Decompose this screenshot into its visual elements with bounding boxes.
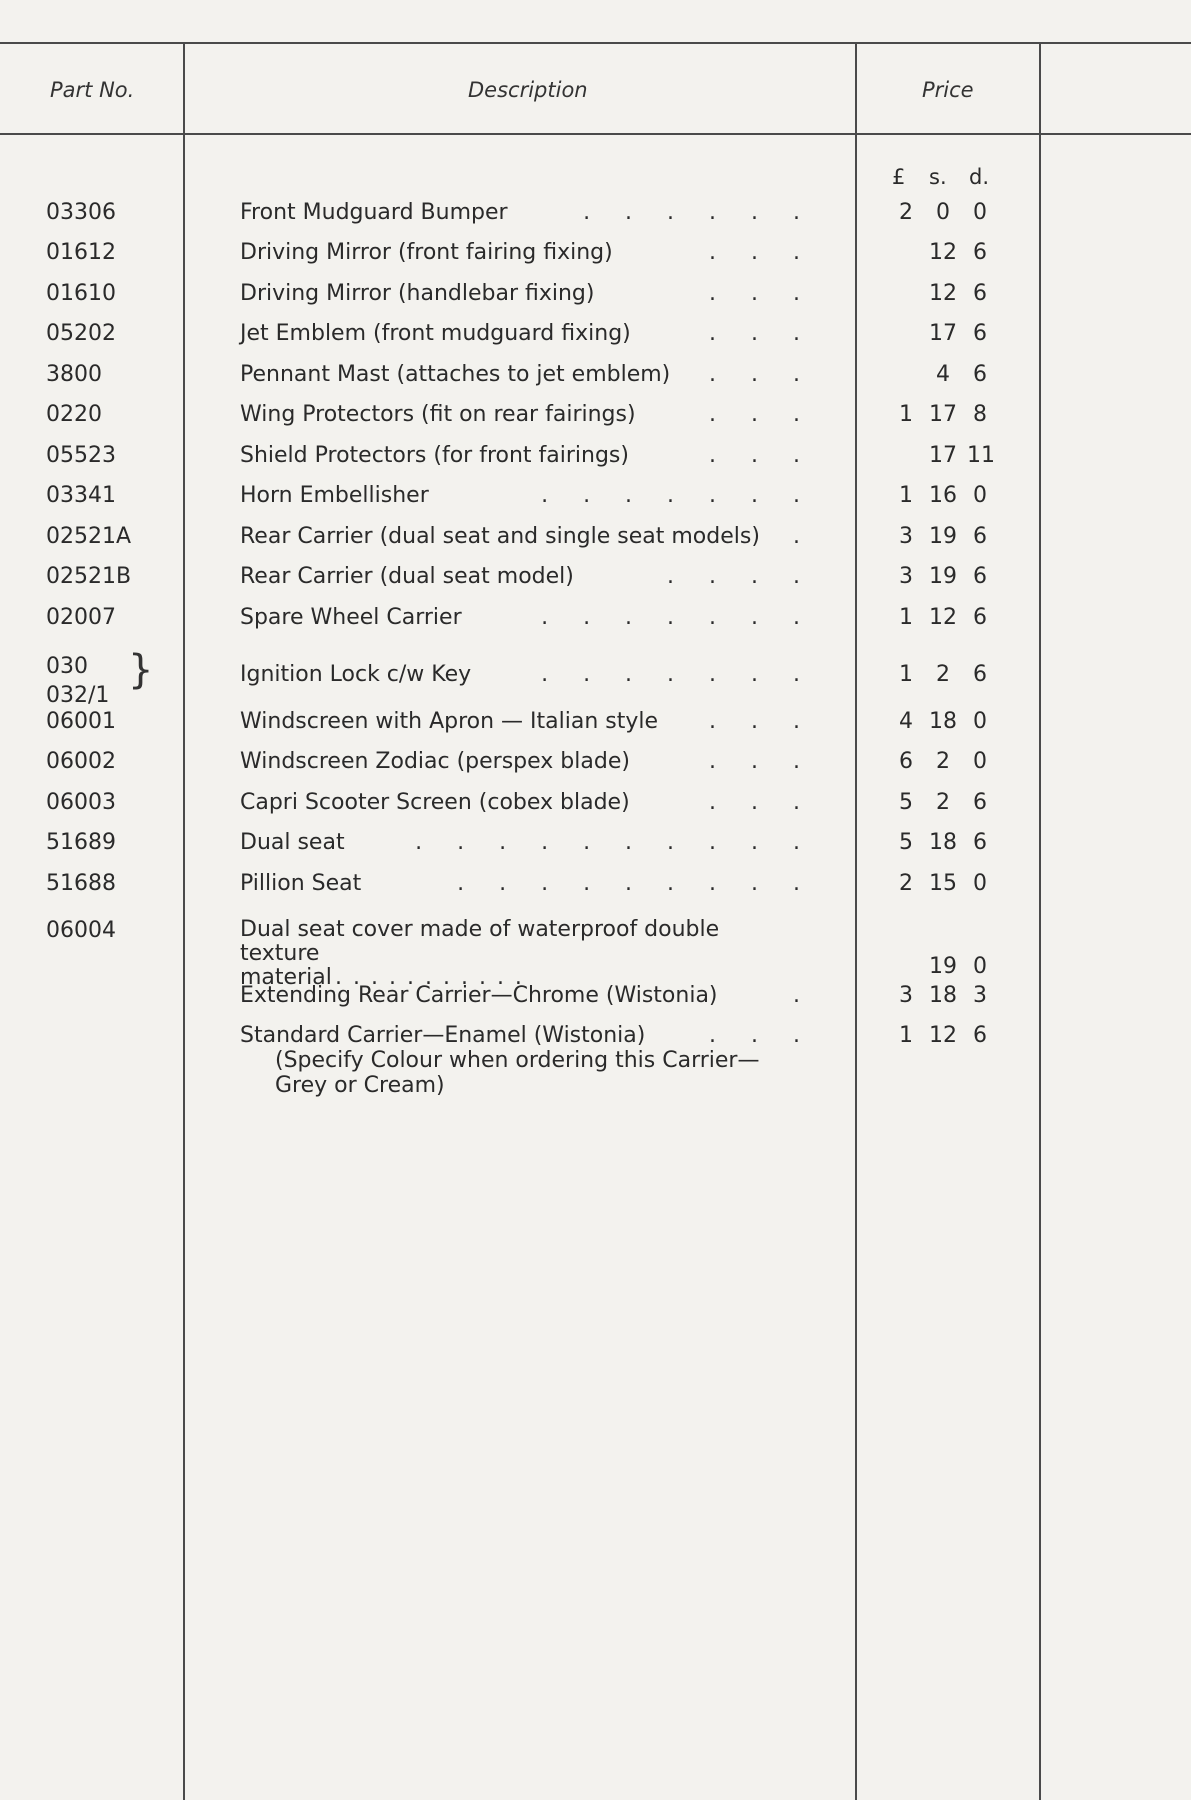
price-pounds: 3 <box>899 564 913 589</box>
price-shillings: 19 <box>929 564 957 589</box>
part-number: 06002 <box>46 749 116 774</box>
currency-pounds: £ <box>892 165 906 189</box>
price-shillings: 17 <box>929 443 957 468</box>
part-description: Pennant Mast (attaches to jet emblem) . . . <box>240 362 800 387</box>
part-number: 06004 <box>46 918 116 943</box>
price-pence: 6 <box>973 564 987 589</box>
price-shillings: 17 <box>929 402 957 427</box>
part-description: Wing Protectors (fit on rear fairings) . . . <box>240 402 800 427</box>
leader-dots: . <box>793 983 800 1008</box>
part-description: Windscreen Zodiac (perspex blade) . . . <box>240 749 800 774</box>
leader-dots: . . . <box>709 749 800 774</box>
part-description: Pillion Seat . . . . . . . . . <box>240 871 800 896</box>
part-description: Capri Scooter Screen (cobex blade) . . . <box>240 790 800 815</box>
part-number: 05523 <box>46 443 116 468</box>
price-pence: 0 <box>973 709 987 734</box>
price-shillings: 12 <box>929 281 957 306</box>
part-number: 3800 <box>46 362 102 387</box>
column-divider-1 <box>183 42 185 1800</box>
price-pounds: 2 <box>899 871 913 896</box>
currency-shillings: s. <box>929 165 947 189</box>
leader-dots: . . . . . . <box>583 200 800 225</box>
price-shillings: 2 <box>936 749 950 774</box>
price-pence: 6 <box>973 830 987 855</box>
part-description: Spare Wheel Carrier . . . . . . . <box>240 605 800 630</box>
part-number: 03341 <box>46 483 116 508</box>
leader-dots: . . . <box>709 281 800 306</box>
part-number: 03306 <box>46 200 116 225</box>
price-pence: 0 <box>973 200 987 225</box>
leader-dots: . . . . . . . . . <box>457 871 800 896</box>
price-shillings: 18 <box>929 709 957 734</box>
leader-dots: . . . <box>709 709 800 734</box>
part-number: 02521A <box>46 524 132 549</box>
part-number: 06003 <box>46 790 116 815</box>
brace-icon: } <box>128 647 154 693</box>
header-description: Description <box>468 78 588 102</box>
part-description: Extending Rear Carrier—Chrome (Wistonia) . <box>240 983 800 1008</box>
part-number: 030 032/1 <box>46 654 110 708</box>
part-description: Dual seat . . . . . . . . . . <box>240 830 800 855</box>
leader-dots: . . . . . . . <box>541 483 800 508</box>
price-pounds: 1 <box>899 402 913 427</box>
price-pence: 6 <box>973 362 987 387</box>
leader-dots: . . . . <box>667 564 800 589</box>
price-pence: 0 <box>973 749 987 774</box>
leader-dots: . <box>793 524 800 549</box>
part-number: 51689 <box>46 830 116 855</box>
price-pounds: 3 <box>899 983 913 1008</box>
leader-dots: . . . . . . . <box>541 662 800 687</box>
price-shillings: 15 <box>929 871 957 896</box>
price-pence: 3 <box>973 983 987 1008</box>
price-shillings: 18 <box>929 830 957 855</box>
part-number: 0220 <box>46 402 102 427</box>
leader-dots: . . . . . . . <box>541 605 800 630</box>
header-rule <box>0 133 1191 135</box>
part-description: Rear Carrier (dual seat and single seat models) . <box>240 524 800 549</box>
price-pence: 6 <box>973 662 987 687</box>
price-pounds: 1 <box>899 605 913 630</box>
column-divider-3 <box>1039 42 1041 1800</box>
price-pence: 8 <box>973 402 987 427</box>
leader-dots: . . . <box>709 402 800 427</box>
price-pounds: 1 <box>899 483 913 508</box>
part-description: Ignition Lock c/w Key . . . . . . . <box>240 662 800 687</box>
price-pounds: 1 <box>899 662 913 687</box>
top-rule <box>0 42 1191 44</box>
price-pounds: 1 <box>899 1023 913 1048</box>
price-shillings: 19 <box>929 524 957 549</box>
price-shillings: 16 <box>929 483 957 508</box>
part-description: Jet Emblem (front mudguard fixing) . . . <box>240 321 800 346</box>
price-pounds: 3 <box>899 524 913 549</box>
part-description: Front Mudguard Bumper . . . . . . <box>240 200 800 225</box>
part-number: 05202 <box>46 321 116 346</box>
price-shillings: 18 <box>929 983 957 1008</box>
price-shillings: 4 <box>936 362 950 387</box>
price-pence: 6 <box>973 790 987 815</box>
price-pence: 6 <box>973 524 987 549</box>
price-shillings: 2 <box>936 790 950 815</box>
price-pence: 0 <box>973 871 987 896</box>
part-number: 01610 <box>46 281 116 306</box>
price-pence: 6 <box>973 605 987 630</box>
part-description: Shield Protectors (for front fairings) . . . <box>240 443 800 468</box>
part-number: 02521B <box>46 564 132 589</box>
price-pence: 6 <box>973 240 987 265</box>
price-pence: 6 <box>973 281 987 306</box>
price-pence: 11 <box>967 443 995 468</box>
part-description: Horn Embellisher . . . . . . . <box>240 483 800 508</box>
leader-dots: . . . <box>709 321 800 346</box>
part-number: 01612 <box>46 240 116 265</box>
part-description: Dual seat cover made of waterproof double texture material ........... <box>240 917 720 990</box>
price-shillings: 19 <box>929 954 957 979</box>
leader-dots: . . . <box>709 443 800 468</box>
price-pounds: 2 <box>899 200 913 225</box>
part-description: Standard Carrier—Enamel (Wistonia) . . . (Specify Colour when ordering this Carrier— Grey or Cream) <box>240 1023 800 1098</box>
price-pence: 6 <box>973 1023 987 1048</box>
price-pence: 0 <box>973 483 987 508</box>
leader-dots: . . . . . . . . . . <box>415 830 800 855</box>
part-description: Driving Mirror (handlebar fixing) . . . <box>240 281 800 306</box>
price-pounds: 4 <box>899 709 913 734</box>
price-pounds: 5 <box>899 830 913 855</box>
leader-dots: . . . <box>709 362 800 387</box>
price-shillings: 17 <box>929 321 957 346</box>
price-shillings: 12 <box>929 1023 957 1048</box>
part-description: Driving Mirror (front fairing fixing) . . . <box>240 240 800 265</box>
leader-dots: . . . <box>709 1023 800 1048</box>
price-shillings: 2 <box>936 662 950 687</box>
header-price: Price <box>922 78 974 102</box>
price-pence: 6 <box>973 321 987 346</box>
price-pounds: 6 <box>899 749 913 774</box>
part-description: Windscreen with Apron — Italian style . . . <box>240 709 800 734</box>
part-number: 02007 <box>46 605 116 630</box>
price-shillings: 12 <box>929 240 957 265</box>
leader-dots: . . . <box>709 240 800 265</box>
header-part-no: Part No. <box>50 78 135 102</box>
leader-dots: . . . <box>709 790 800 815</box>
column-divider-2 <box>855 42 857 1800</box>
part-number: 06001 <box>46 709 116 734</box>
part-number: 51688 <box>46 871 116 896</box>
price-pounds: 5 <box>899 790 913 815</box>
price-shillings: 0 <box>936 200 950 225</box>
leader-dots: ........... <box>335 965 533 990</box>
part-description: Rear Carrier (dual seat model) . . . . <box>240 564 800 589</box>
price-pence: 0 <box>973 954 987 979</box>
currency-pence: d. <box>969 165 990 189</box>
price-shillings: 12 <box>929 605 957 630</box>
